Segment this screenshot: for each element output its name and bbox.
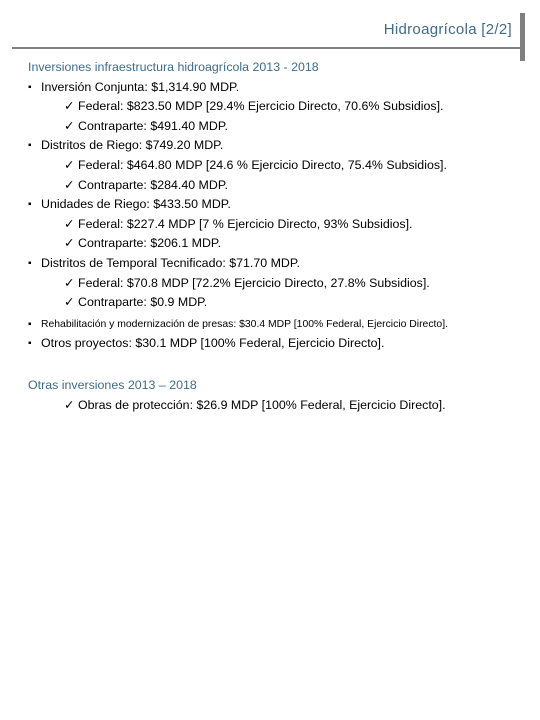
checkmark-icon: ✓ (64, 295, 75, 310)
sub-item (28, 156, 528, 176)
sub-item-text: Contraparte: $491.40 MDP. (78, 118, 228, 133)
header-accent-bar (520, 13, 525, 61)
list-item-text: Distritos de Temporal Tecnificado: $71.70 MDP. (41, 255, 300, 270)
page-title: Hidroagrícola [2/2] (383, 21, 512, 38)
sub-item-text: Contraparte: $0.9 MDP. (78, 295, 208, 310)
bullet-icon: ▪ (28, 140, 32, 152)
bullet-icon: ▪ (28, 199, 32, 211)
list-item-text: Distritos de Riego: $749.20 MDP. (41, 138, 224, 153)
list-item-unidades-riego (28, 195, 528, 215)
list-item-text: Inversión Conjunta: $1,314.90 MDP. (41, 79, 240, 94)
sub-item-text: Contraparte: $284.40 MDP. (78, 177, 228, 192)
sub-item (28, 274, 528, 294)
sub-item-text: Obras de protección: $26.9 MDP [100% Federal, Ejercicio Directo]. (78, 397, 446, 412)
list-item-distritos-temporal (28, 254, 528, 274)
sub-item-text: Contraparte: $206.1 MDP. (78, 236, 222, 251)
bullet-icon: ▪ (28, 318, 32, 330)
list-item-distritos-riego (28, 136, 528, 156)
list-item-text: Otros proyectos: $30.1 MDP [100% Federal, Ejercicio Directo]. (41, 336, 385, 351)
list-item-otros-proyectos (28, 334, 528, 354)
checkmark-icon: ✓ (64, 275, 75, 290)
checkmark-icon: ✓ (64, 397, 75, 412)
list-item-presas (28, 315, 528, 335)
section-heading-infraestructura: Inversiones infraestructura hidroagrícola 2013 - 2018 (28, 60, 319, 74)
bullet-icon: ▪ (28, 257, 32, 269)
sub-item (28, 234, 528, 254)
sub-item (28, 117, 528, 137)
checkmark-icon: ✓ (64, 157, 75, 172)
sub-item-text: Federal: $823.50 MDP [29.4% Ejercicio Directo, 70.6% Subsidios]. (78, 99, 444, 114)
list-item-text: Rehabilitación y modernización de presas: $30.4 MDP [100% Federal, Ejercicio Directo]. (41, 318, 448, 330)
sub-item (28, 293, 528, 313)
checkmark-icon: ✓ (64, 99, 75, 114)
bullet-icon: ▪ (28, 338, 32, 350)
content-body (28, 58, 528, 415)
list-item-text: Unidades de Riego: $433.50 MDP. (41, 197, 231, 212)
bullet-icon: ▪ (28, 81, 32, 93)
sub-item (28, 176, 528, 196)
sub-item (28, 215, 528, 235)
section-heading-otras-inversiones: Otras inversiones 2013 – 2018 (28, 377, 197, 392)
sub-item-text: Federal: $464.80 MDP [24.6 % Ejercicio Directo, 75.4% Subsidios]. (78, 157, 447, 172)
header-divider (12, 47, 522, 49)
sub-item-text: Federal: $70.8 MDP [72.2% Ejercicio Directo, 27.8% Subsidios]. (78, 275, 430, 290)
sub-item-text: Federal: $227.4 MDP [7 % Ejercicio Directo, 93% Subsidios]. (78, 216, 413, 231)
list-item-inversion-conjunta (28, 78, 528, 98)
checkmark-icon: ✓ (64, 177, 75, 192)
sub-item (28, 97, 528, 117)
checkmark-icon: ✓ (64, 216, 75, 231)
checkmark-icon: ✓ (64, 118, 75, 133)
sub-item (28, 396, 528, 416)
checkmark-icon: ✓ (64, 236, 75, 251)
